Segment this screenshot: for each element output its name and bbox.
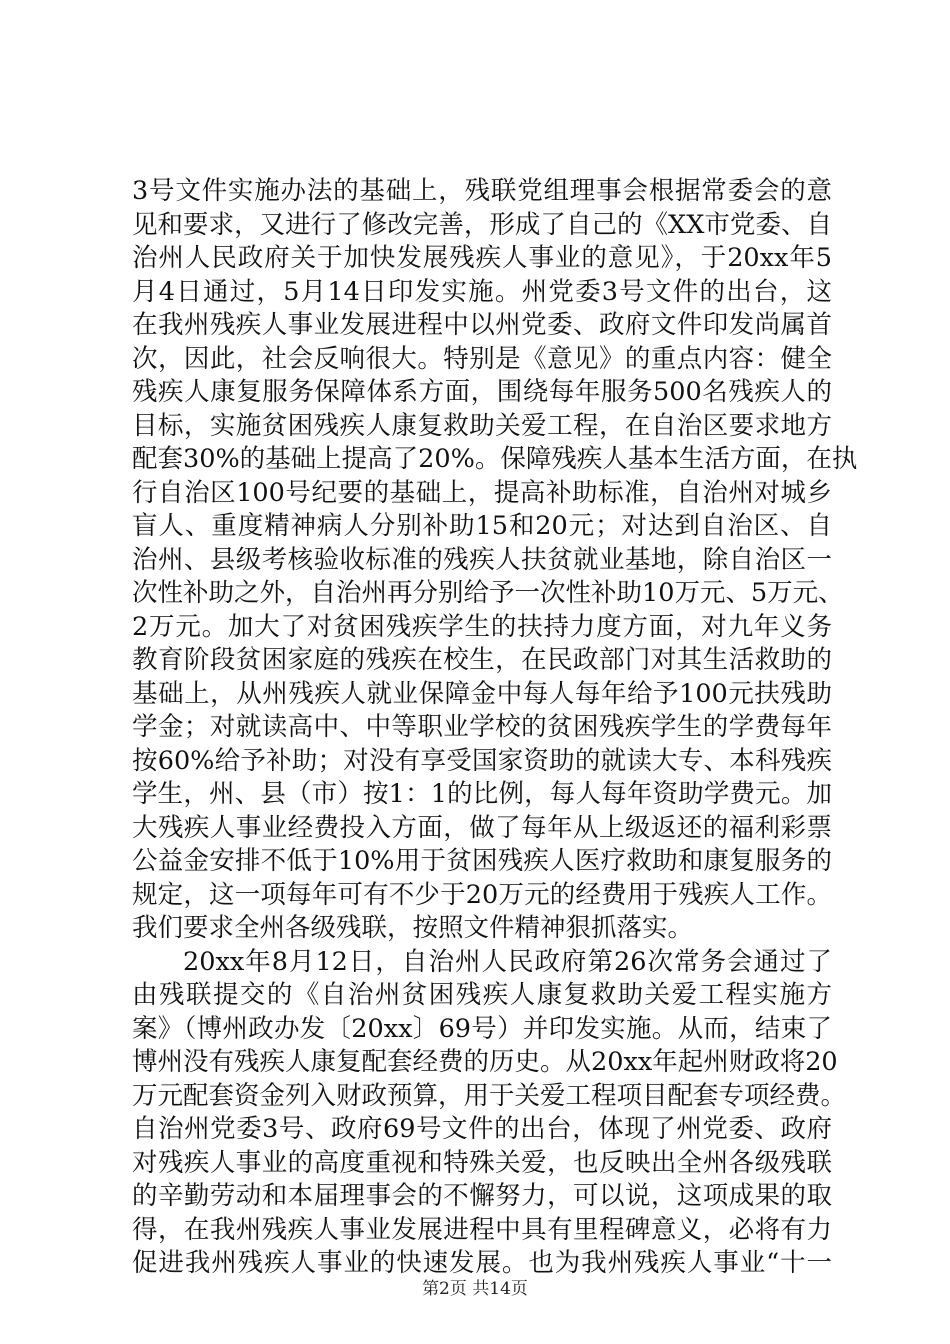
text-line: 残疾人康复服务保障体系方面，围绕每年服务500名残疾人的 bbox=[132, 377, 832, 407]
text-line: 学金；对就读高中、中等职业学校的贫困残疾学生的学费每年 bbox=[132, 712, 832, 742]
text-line: 万元配套资金列入财政预算，用于关爱工程项目配套专项经费。 bbox=[132, 1080, 847, 1111]
text-line: 大残疾人事业经费投入方面，做了每年从上级返还的福利彩票 bbox=[132, 812, 832, 843]
text-line: 次，因此，社会反响很大。特别是《意见》的重点内容：健全 bbox=[132, 343, 832, 374]
text-line: 博州没有残疾人康复配套经费的历史。从20xx年起州财政将20 bbox=[132, 1047, 838, 1077]
text-line: 3号文件实施办法的基础上，残联党组理事会根据常委会的意 bbox=[132, 176, 832, 206]
text-line: 的辛勤劳动和本届理事会的不懈努力，可以说，这项成果的取 bbox=[132, 1181, 832, 1211]
text-line: 规定，这一项每年可有不少于20万元的经费用于残疾人工作。 bbox=[132, 879, 832, 910]
text-line: 由残联提交的《自治州贫困残疾人康复救助关爱工程实施方 bbox=[132, 980, 832, 1010]
text-line: 得，在我州残疾人事业发展进程中具有里程碑意义，必将有力 bbox=[132, 1214, 832, 1245]
paragraph-start-line: 20xx年8月12日，自治州人民政府第26次常务会通过了 bbox=[183, 946, 832, 977]
text-line: 按60%给予补助；对没有享受国家资助的就读大专、本科残疾 bbox=[132, 745, 832, 776]
text-line: 学生，州、县（市）按1：1的比例，每人每年资助学费元。加 bbox=[132, 779, 832, 809]
text-line: 次性补助之外，自治州再分别给予一次性补助10万元、5万元、 bbox=[132, 578, 844, 608]
text-line: 对残疾人事业的高度重视和特殊关爱，也反映出全州各级残联 bbox=[132, 1147, 832, 1178]
page-number-footer: 第2页 共14页 bbox=[422, 1279, 528, 1299]
text-line: 治州人民政府关于加快发展残疾人事业的意见》，于20xx年5 bbox=[132, 243, 832, 273]
text-line: 治州、县级考核验收标准的残疾人扶贫就业基地，除自治区一 bbox=[132, 544, 832, 575]
text-line: 行自治区100号纪要的基础上，提高补助标准，自治州对城乡 bbox=[132, 477, 832, 508]
text-line: 2万元。加大了对贫困残疾学生的扶持力度方面，对九年义务 bbox=[132, 611, 832, 642]
text-line: 在我州残疾人事业发展进程中以州党委、政府文件印发尚属首 bbox=[132, 310, 832, 340]
text-line: 见和要求，又进行了修改完善，形成了自己的《XX市党委、自 bbox=[132, 209, 832, 240]
text-line: 公益金安排不低于10%用于贫困残疾人医疗救助和康复服务的 bbox=[132, 846, 832, 876]
text-line: 案》（博州政办发〔20xx〕69号）并印发实施。从而，结束了 bbox=[132, 1013, 832, 1044]
text-line: 教育阶段贫困家庭的残疾在校生，在民政部门对其生活救助的 bbox=[132, 645, 832, 675]
paragraph-end-line: 我们要求全州各级残联，按照文件精神狠抓落实。 bbox=[132, 913, 694, 943]
text-line: 目标，实施贫困残疾人康复救助关爱工程，在自治区要求地方 bbox=[132, 410, 832, 441]
text-line: 配套30%的基础上提高了20%。保障残疾人基本生活方面，在执 bbox=[132, 444, 858, 474]
text-line: 自治州党委3号、政府69号文件的出台，体现了州党委、政府 bbox=[132, 1114, 832, 1144]
text-line: 盲人、重度精神病人分别补助15和20元；对达到自治区、自 bbox=[132, 511, 832, 541]
text-line: 基础上，从州残疾人就业保障金中每人每年给予100元扶残助 bbox=[132, 678, 832, 709]
text-line: 月4日通过，5月14日印发实施。州党委3号文件的出台，这 bbox=[132, 276, 832, 307]
text-line: 促进我州残疾人事业的快速发展。也为我州残疾人事业“十一 bbox=[132, 1248, 832, 1278]
document-body bbox=[132, 175, 858, 1281]
